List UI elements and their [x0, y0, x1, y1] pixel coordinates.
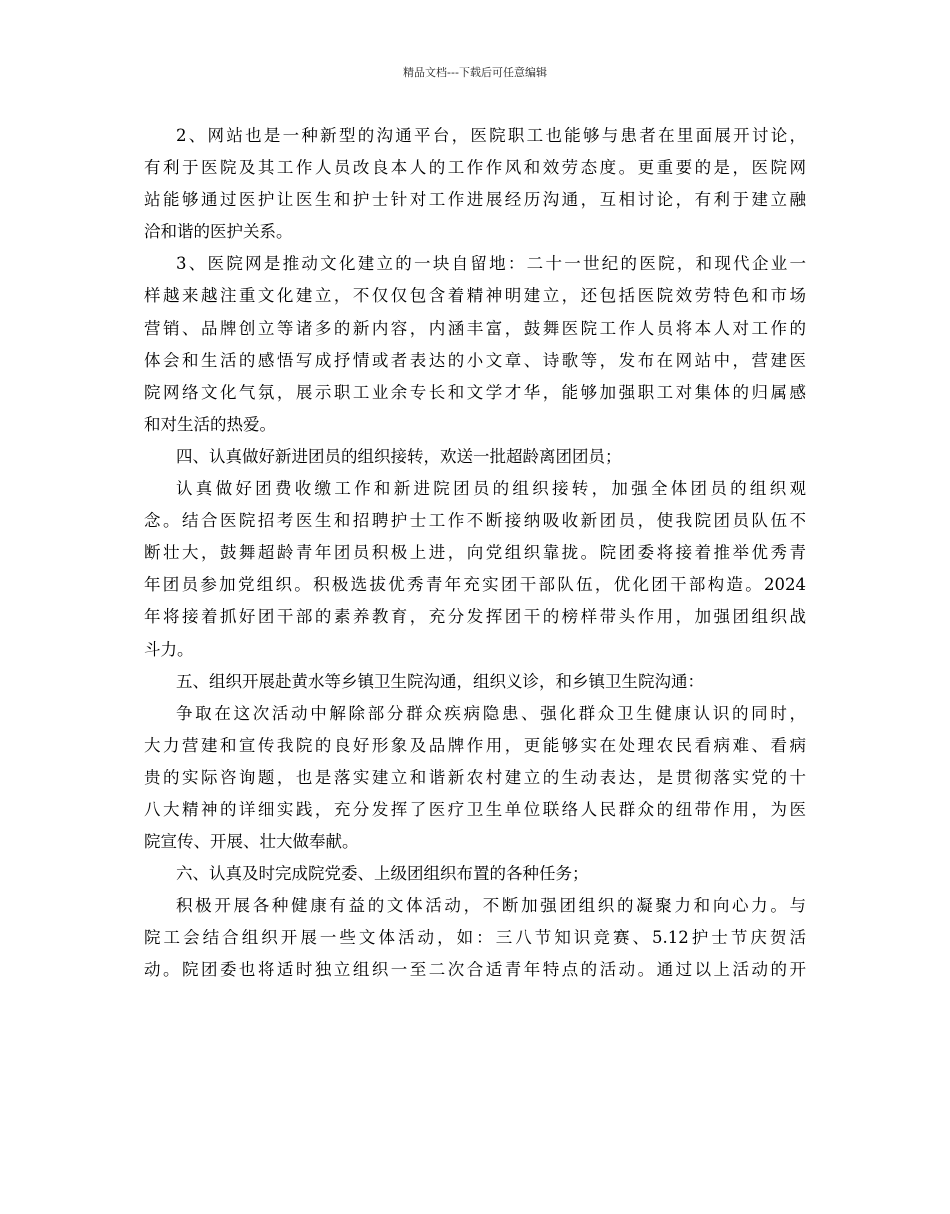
text-line: 和对生活的热爱。 — [144, 414, 276, 434]
text-line: 认真做好团费收缴工作和新进院团员的组织接转，加强全体团员的组织观 — [176, 479, 806, 499]
text-line: 样越来越注重文化建立，不仅仅包含着精神明建立，还包括医院效劳特色和市场 — [144, 286, 806, 306]
text-line: 体会和生活的感悟写成抒情或者表达的小文章、诗歌等，发布在网站中，营建医 — [144, 350, 806, 370]
text-line: 斗力。 — [144, 639, 194, 659]
page-header: 精品文档---下载后可任意编辑 — [403, 66, 547, 79]
document-body — [144, 120, 806, 987]
text-line: 五、组织开展赴黄水等乡镇卫生院沟通，组织义诊，和乡镇卫生院沟通： — [176, 671, 704, 691]
text-line: 有利于医院及其工作人员改良本人的工作作风和效劳态度。更重要的是，医院网 — [144, 158, 806, 178]
text-line: 2、网站也是一种新型的沟通平台，医院职工也能够与患者在里面展开讨论， — [176, 126, 806, 145]
text-line: 六、认真及时完成院党委、上级团组织布置的各种任务； — [176, 864, 589, 884]
text-line: 四、认真做好新进团员的组织接转，欢送一批超龄离团团员； — [176, 446, 622, 466]
text-line: 积极开展各种健康有益的文体活动，不断加强团组织的凝聚力和向心力。与 — [176, 896, 806, 916]
text-line: 争取在这次活动中解除部分群众疾病隐患、强化群众卫生健康认识的同时， — [176, 703, 806, 723]
text-line: 站能够通过医护让医生和护士针对工作进展经历沟通，互相讨论，有利于建立融 — [144, 190, 806, 210]
text-line: 院宣传、开展、壮大做奉献。 — [144, 832, 359, 852]
text-line: 营销、品牌创立等诸多的新内容，内涵丰富，鼓舞医院工作人员将本人对工作的 — [144, 318, 806, 338]
text-line: 3、医院网是推动文化建立的一块自留地：二十一世纪的医院，和现代企业一 — [176, 254, 806, 274]
text-line: 院网络文化气氛，展示职工业余专长和文学才华，能够加强职工对集体的归属感 — [144, 382, 806, 402]
text-line: 断壮大，鼓舞超龄青年团员积极上进，向党组织靠拢。院团委将接着推举优秀青 — [144, 543, 806, 563]
text-line: 年将接着抓好团干部的素养教育，充分发挥团干的榜样带头作用，加强团组织战 — [144, 607, 806, 627]
text-line: 八大精神的详细实践，充分发挥了医疗卫生单位联络人民群众的纽带作用，为医 — [144, 799, 806, 819]
text-line: 年团员参加党组织。积极选拔优秀青年充实团干部队伍，优化团干部构造。2024 — [144, 575, 806, 595]
text-line: 贵的实际咨询题，也是落实建立和谐新农村建立的生动表达，是贯彻落实党的十 — [144, 767, 806, 787]
text-line: 动。院团委也将适时独立组织一至二次合适青年特点的活动。通过以上活动的开 — [144, 960, 806, 980]
text-line: 洽和谐的医护关系。 — [144, 222, 293, 242]
text-line: 大力营建和宣传我院的良好形象及品牌作用，更能够实在处理农民看病难、看病 — [144, 735, 806, 755]
text-line: 院工会结合组织开展一些文体活动，如：三八节知识竞赛、5.12护士节庆贺活 — [144, 928, 806, 948]
text-line: 念。结合医院招考医生和招聘护士工作不断接纳吸收新团员，使我院团员队伍不 — [144, 511, 806, 531]
